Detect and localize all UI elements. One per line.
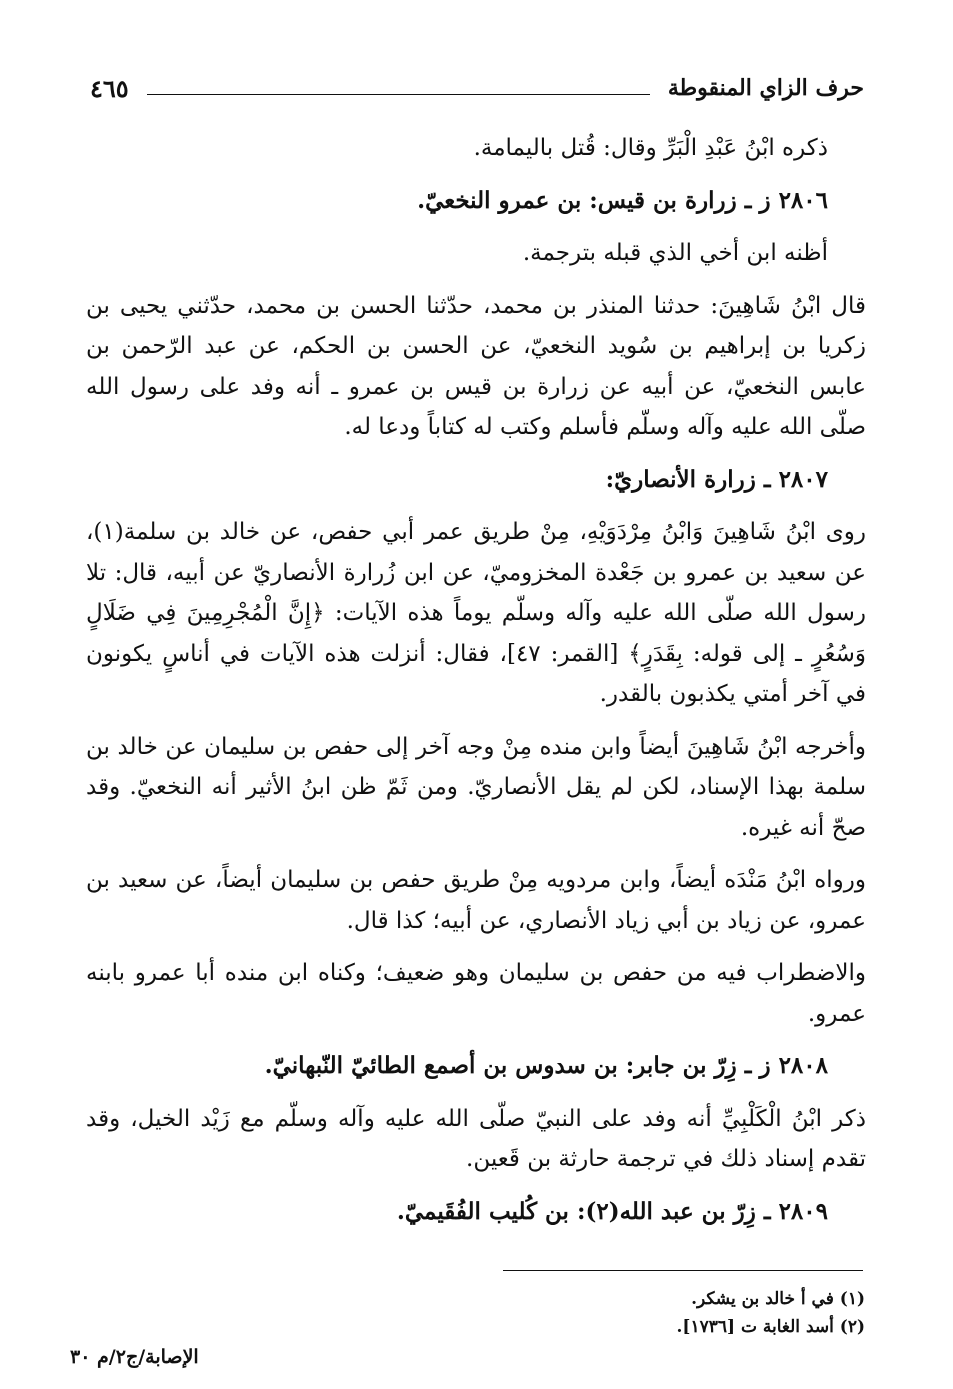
main-text	[86, 128, 866, 1244]
paragraph: ذكره ابْنُ عَبْدِ الْبَرِّ وقال: قُتل باليمامة.	[473, 135, 828, 161]
paragraph: ورواه ابْنُ مَنْدَه أيضاً، وابن مردويه مِنْ طريق حفص بن سليمان أيضاً، عن سعيد بن عمرو، عن زياد بن أبي زياد الأنصاري، عن أبيه؛ كذا قال.	[86, 867, 866, 934]
header-rule	[147, 94, 650, 95]
paragraph: والاضطراب فيه من حفص بن سليمان وهو ضعيف؛ وكناه ابن منده أبا عمرو بابنه عمرو.	[86, 960, 866, 1027]
entry-heading: ٢٨٠٩ ـ زِرّ بن عبد الله(٢): بن كُليب الفُقَيميّ.	[396, 1197, 828, 1225]
paragraph: ذكر ابْنُ الْكَلْبِيِّ أنه وفد على النبيّ صلّى الله عليه وآله وسلّم مع زَيْد الخيل، وقد تقدم إسناد ذلك في ترجمة حارثة بن قَعين.	[86, 1105, 866, 1172]
paragraph: قال ابْنُ شَاهِينَ: حدثنا المنذر بن محمد، حدّثنا الحسن بن محمد، حدّثني يحيى بن زكريا بن إبراهيم بن سُويد النخعيّ، عن الحسن بن الحكم، عن عبد الرّحمن بن عابس النخعيّ، عن أبيه عن زرارة بن قيس بن عمرو ـ أنه وفد على رسول الله صلّى الله عليه وآله وسلّم فأسلم وكتب له كتاباً ودعا له.	[86, 292, 866, 440]
signature-mark: الإصابة/ج٢/م ٣٠	[70, 1346, 199, 1368]
paragraph: روى ابْنُ شَاهِينَ وَابْنُ مِرْدَوَيْهِ، مِنْ طريق عمر أبي حفص، عن خالد بن سلمة(١)، عن سعيد بن عمرو بن جَعْدة المخزوميّ، عن ابن زُرارة الأنصاريّ عن أبيه، قال: تلا رسول الله صلّى الله عليه وآله وسلّم يوماً هذه الآيات: ﴿إِنَّ الْمُجْرِمِينَ فِي ضَلَالٍ وَسُعُرٍ ـ إلى قوله: بِقَدَرٍ﴾ [القمر: ٤٧]، فقال: أنزلت هذه الآيات في أناسٍ يكونون في آخر أمتي يكذبون بالقدر.	[86, 519, 866, 707]
footnote: (٢) أسد الغابة ت [١٧٣٦].	[676, 1317, 865, 1337]
entry-heading: ٢٨٠٨ ز ـ زِرّ بن جابر: بن سدوس بن أصمع الطائيّ النّبهانيّ.	[264, 1052, 828, 1079]
running-header	[90, 68, 864, 108]
header-title: حرف الزاي المنقوطة	[667, 75, 864, 101]
footnote-rule	[503, 1270, 863, 1271]
paragraph: أظنه ابن أخي الذي قبله بترجمة.	[522, 240, 828, 266]
footnote: (١) في أ خالد بن يشكر.	[691, 1289, 865, 1309]
paragraph: وأخرجه ابْنُ شَاهِينَ أيضاً وابن منده مِنْ وجه آخر إلى حفص بن سليمان عن خالد بن سلمة بهذا الإسناد، لكن لم يقل الأنصاريّ. ومن ثَمّ ظن ابنُ الأثير أنه النخعيّ. وقد صحّ أنه غيره.	[86, 733, 866, 841]
entry-heading: ٢٨٠٧ ـ زرارة الأنصاريّ:	[605, 465, 828, 493]
footnotes	[420, 1285, 865, 1341]
page-number: ٤٦٥	[90, 73, 129, 103]
entry-heading: ٢٨٠٦ ز ـ زرارة بن قيس: بن عمرو النخعيّ.	[417, 186, 828, 214]
